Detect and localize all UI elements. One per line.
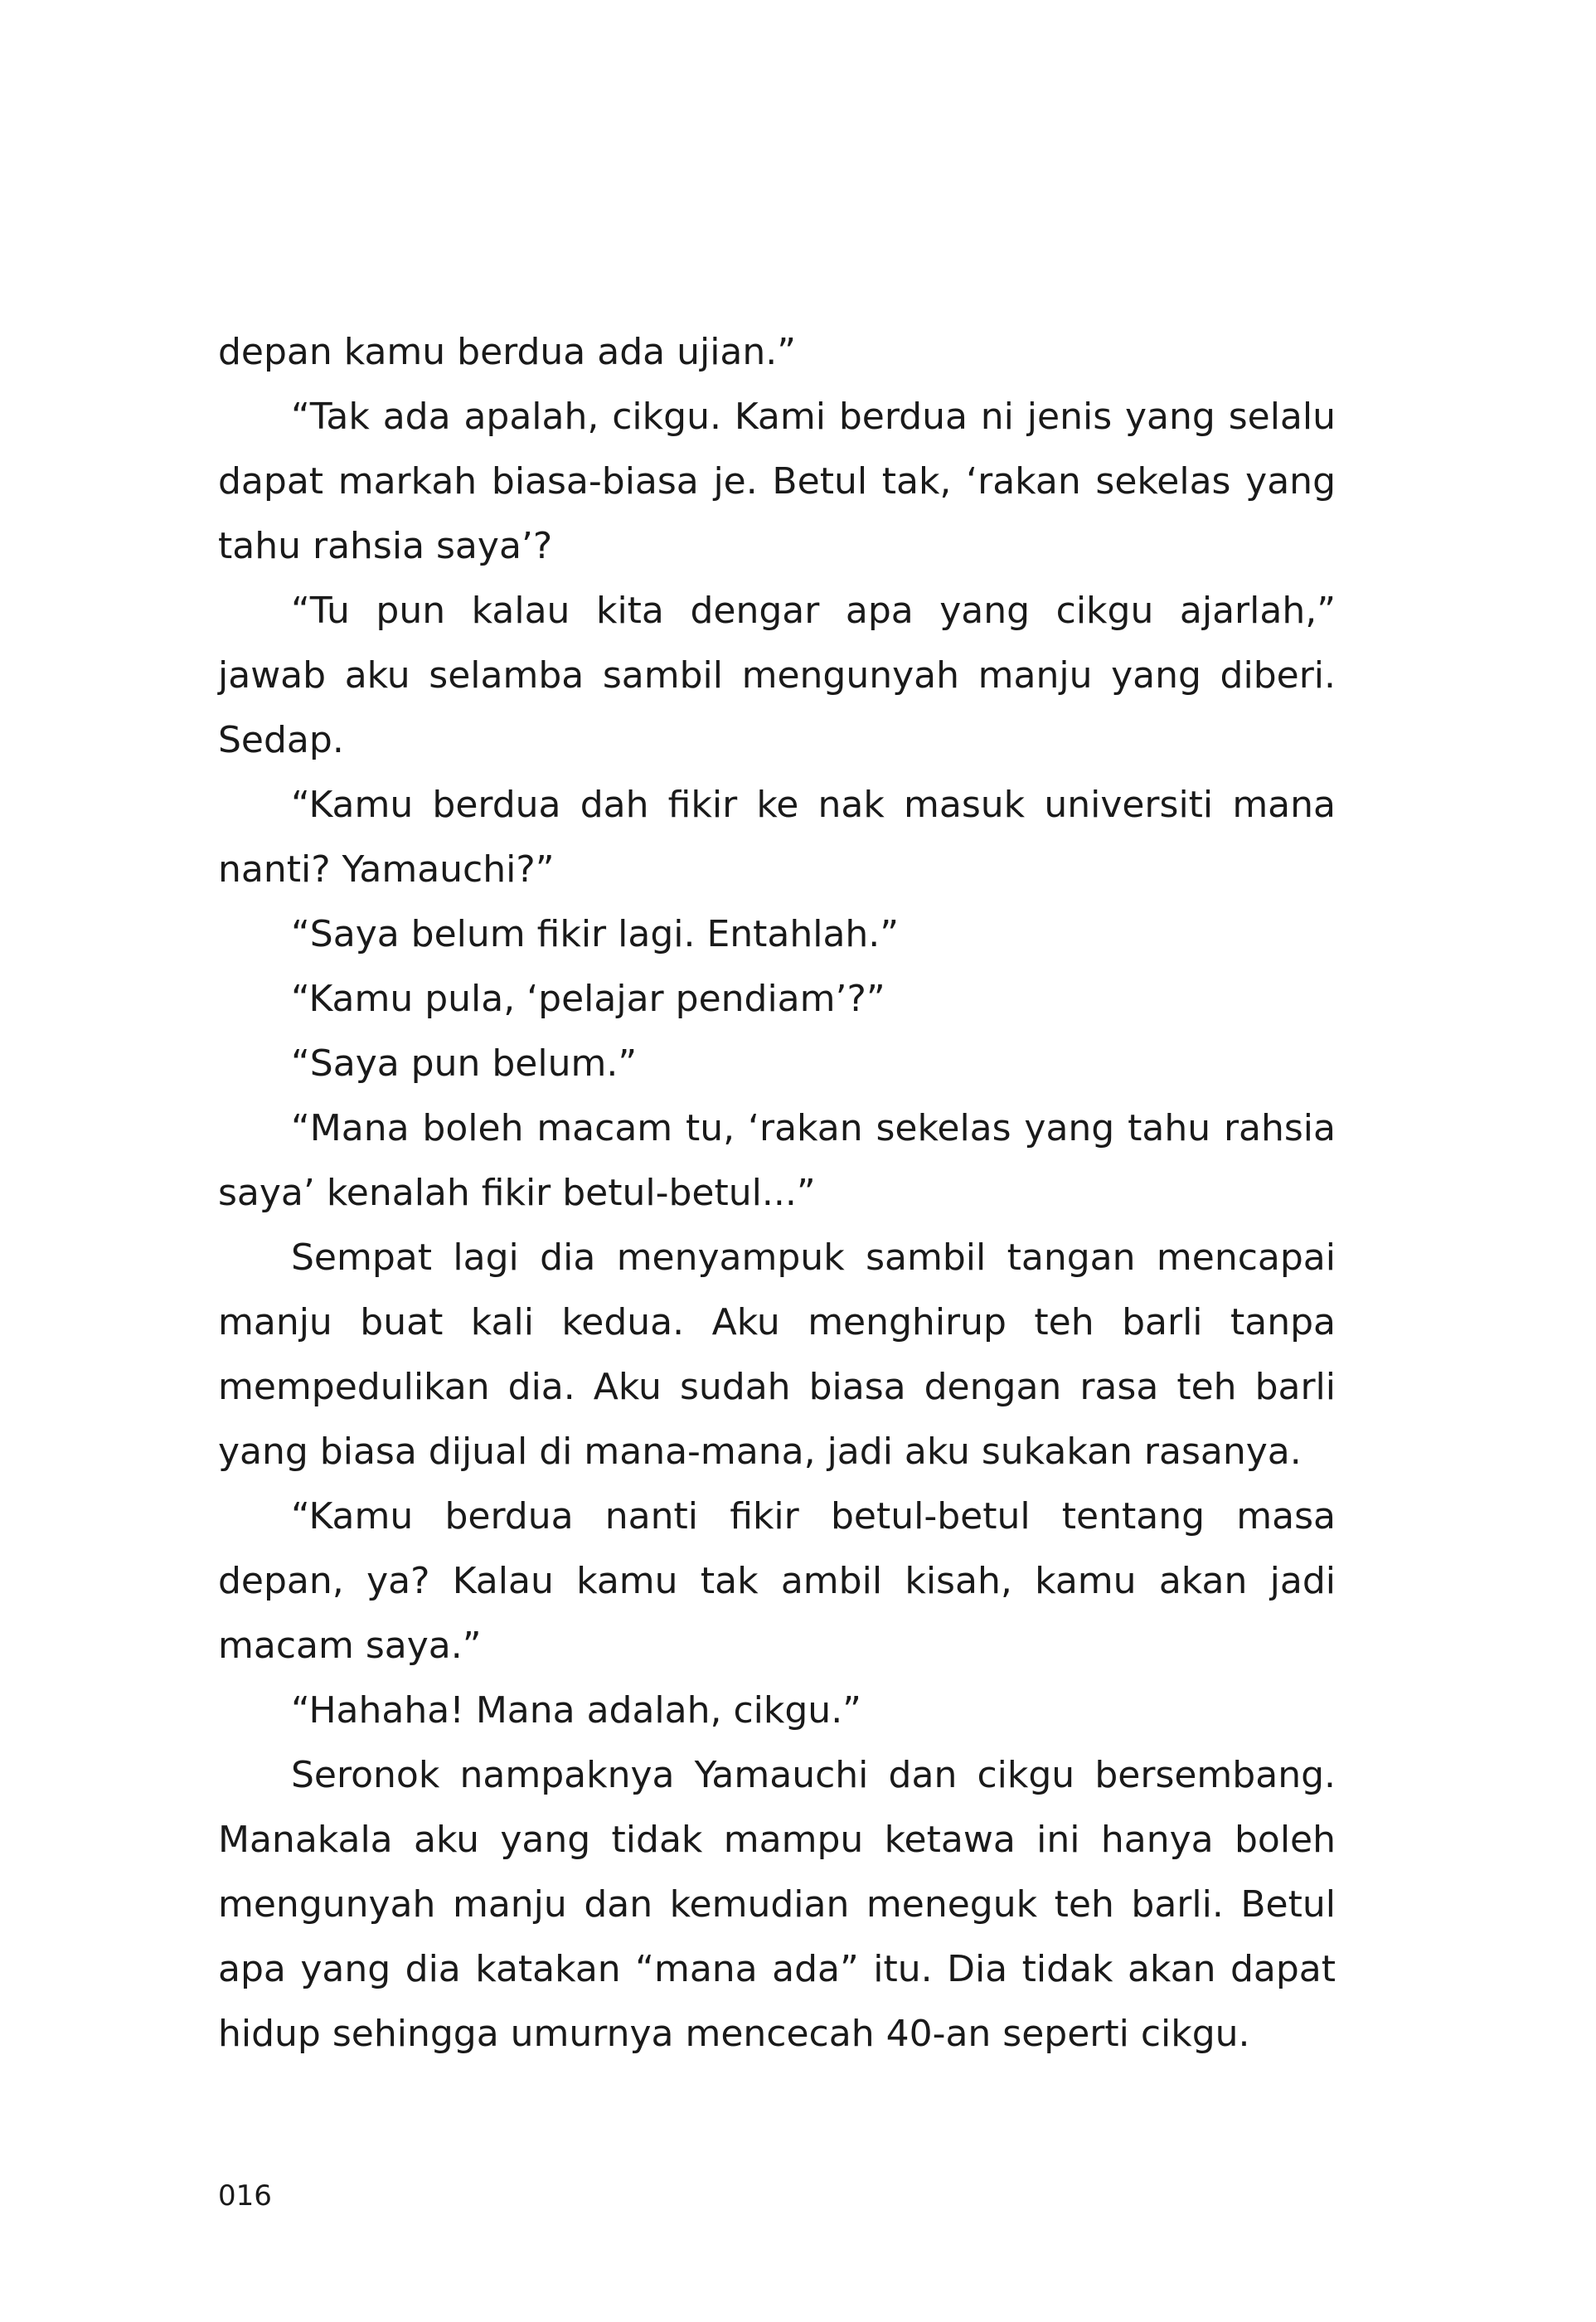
paragraph: “Kamu berdua dah fikir ke nak masuk universiti mana nanti? Yamauchi?” (218, 784, 1336, 891)
page-number: 016 (218, 2179, 272, 2213)
paragraph-continuation: depan kamu berdua ada ujian.” (218, 331, 797, 373)
paragraph: “Saya belum fikir lagi. Entahlah.” (291, 913, 900, 955)
paragraph: “Kamu berdua nanti fikir betul-betul tentang masa depan, ya? Kalau kamu tak ambil kisah, kamu akan jadi macam saya.” (218, 1495, 1336, 1667)
paragraph: Seronok nampaknya Yamauchi dan cikgu bersembang. Manakala aku yang tidak mampu ketawa ini hanya boleh mengunyah manju dan kemudian meneguk teh barli. Betul apa yang dia katakan “mana ada” itu. Dia tidak akan dapat hidup sehingga umurnya mencecah 40-an seperti cikgu. (218, 1754, 1336, 2055)
paragraph: Sempat lagi dia menyampuk sambil tangan mencapai manju buat kali kedua. Aku menghirup teh barli tanpa mempedulikan dia. Aku sudah biasa dengan rasa teh barli yang biasa dijual di mana-mana, jadi aku sukakan rasanya. (218, 1236, 1336, 1473)
paragraph: “Saya pun belum.” (291, 1042, 638, 1085)
paragraph: “Tak ada apalah, cikgu. Kami berdua ni jenis yang selalu dapat markah biasa-biasa je. Betul tak, ‘rakan sekelas yang tahu rahsia saya’? (218, 396, 1336, 567)
paragraph: “Tu pun kalau kita dengar apa yang cikgu ajarlah,” jawab aku selamba sambil mengunyah manju yang diberi. Sedap. (218, 590, 1336, 761)
body-text (218, 320, 1336, 2067)
paragraph: “Hahaha! Mana adalah, cikgu.” (291, 1689, 861, 1732)
paragraph: “Kamu pula, ‘pelajar pendiam’?” (291, 978, 885, 1020)
paragraph: “Mana boleh macam tu, ‘rakan sekelas yang tahu rahsia saya’ kenalah fikir betul-betul...” (218, 1107, 1336, 1214)
